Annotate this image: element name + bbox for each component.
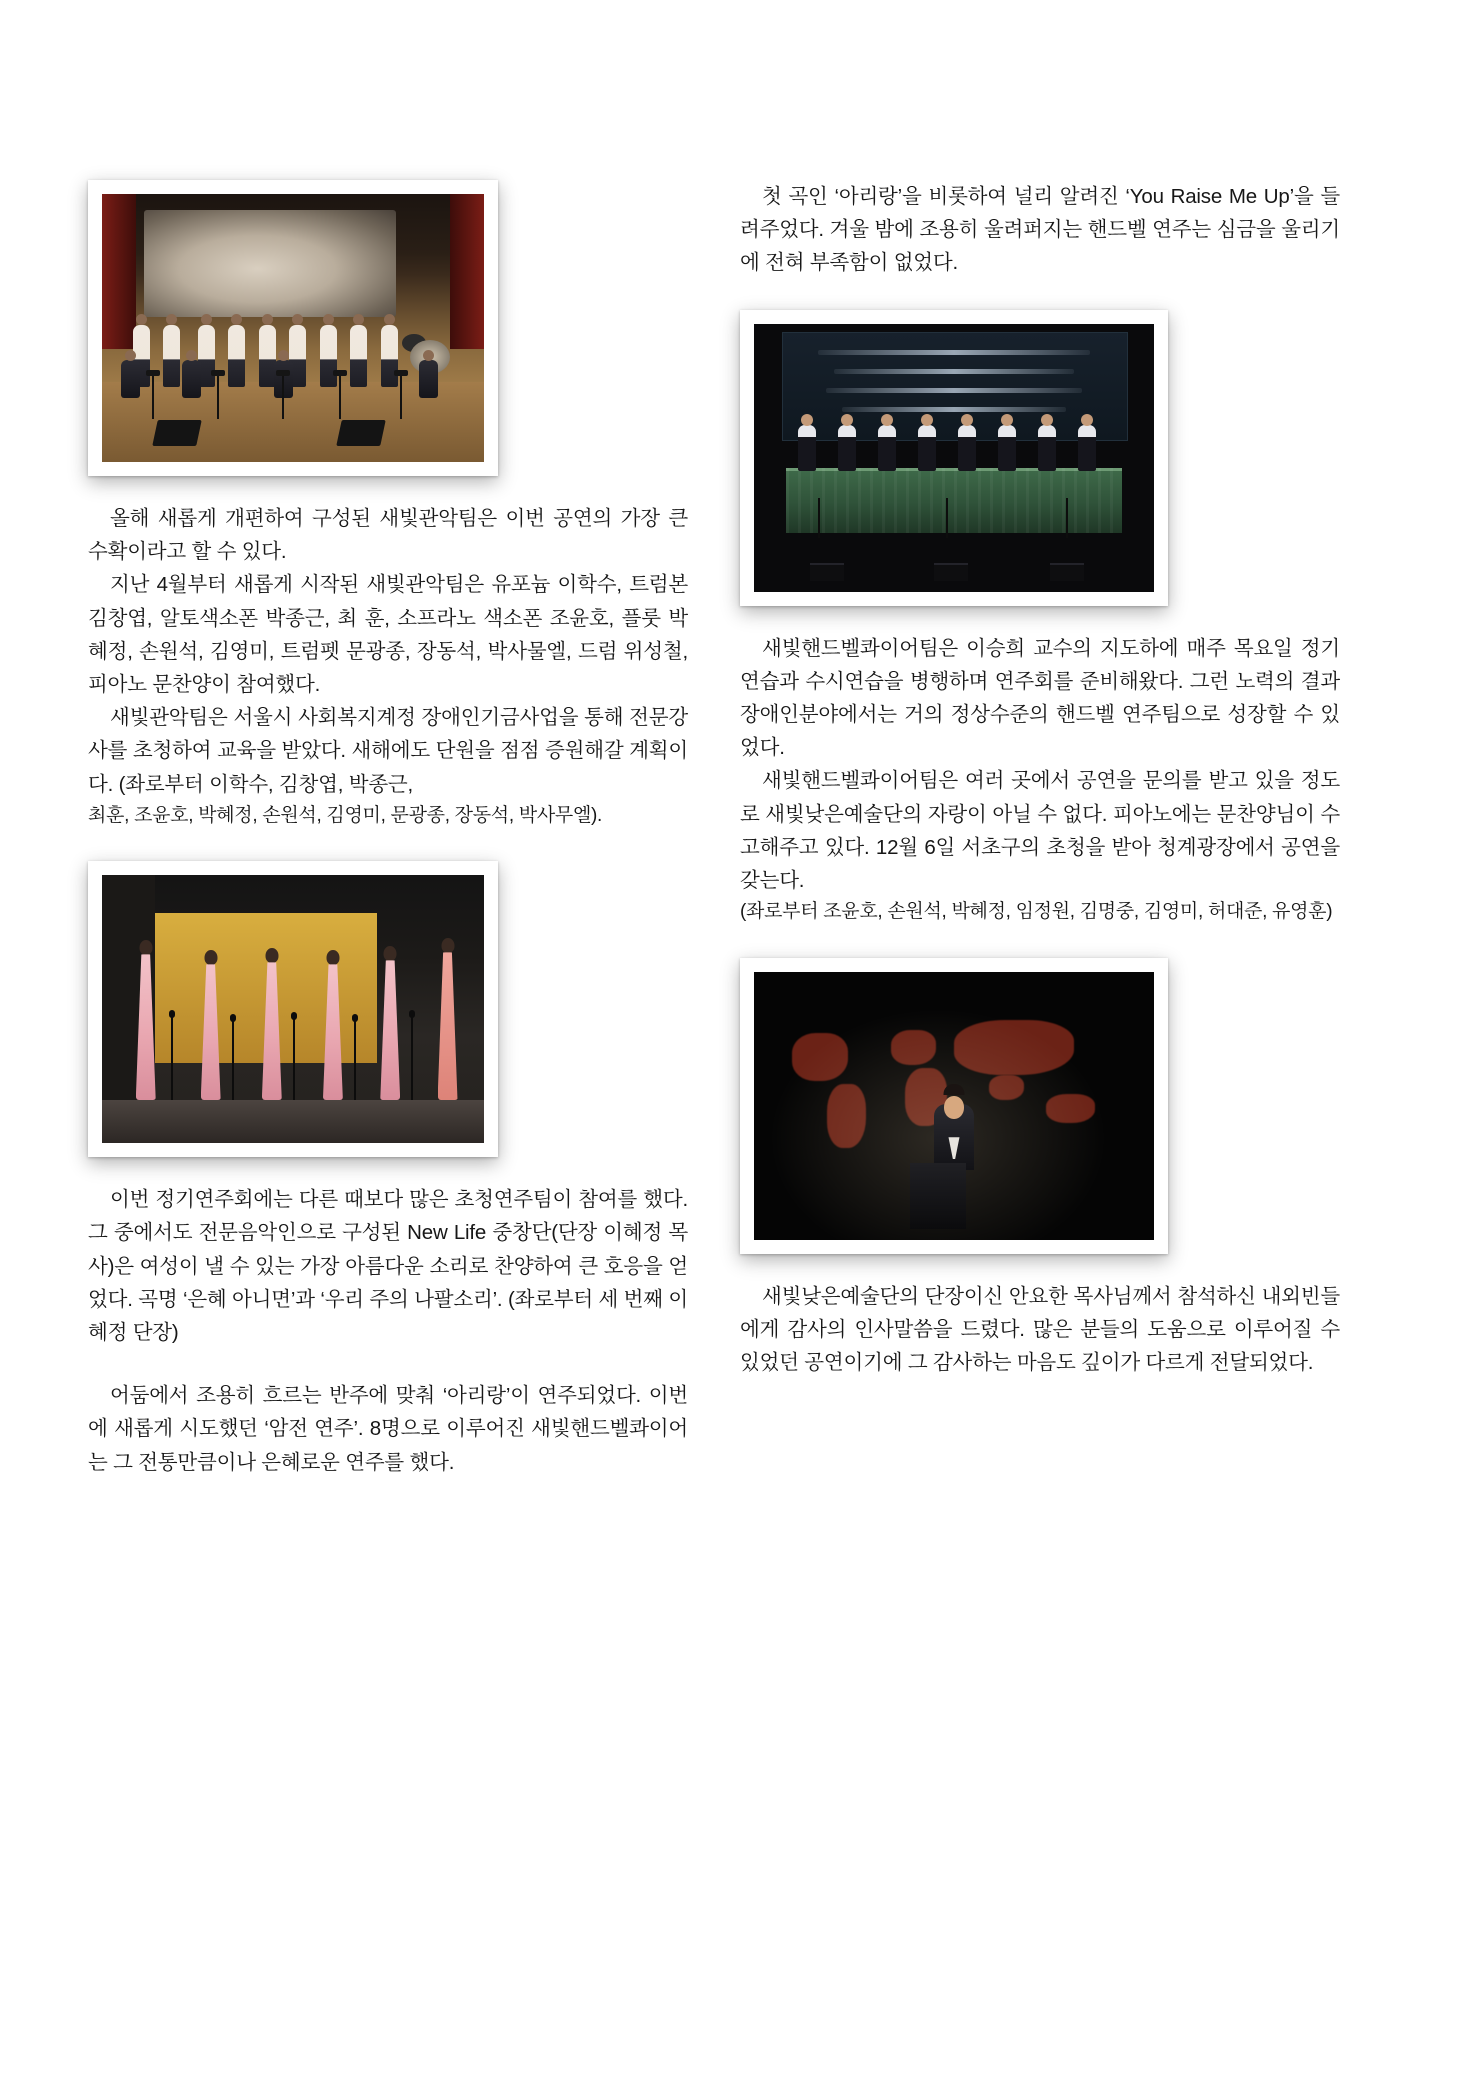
left-paragraph-1: 올해 새롭게 개편하여 구성된 새빛관악팀은 이번 공연의 가장 큰 수확이라고 할 수 있다.: [88, 507, 688, 564]
photo-frame-speech: [740, 958, 1168, 1254]
photo-frame-band: [88, 180, 498, 476]
left-paragraph-4: 이번 정기연주회에는 다른 때보다 많은 초청연주팀이 참여를 했다. 그 중에서도 전문음악인으로 구성된 New Life 중창단(단장 이혜정 목사)은 여성이 낼 수 있는 가장 아름다운 소리로 찬양하여 큰 호응을 얻었다. 곡명 ‘은혜 아니면’과 ‘우리 주의 나팔소리’. (좌로부터 세 번째 이혜정 단장): [88, 1188, 688, 1345]
left-paragraph-5: 어둠에서 조용히 흐르는 반주에 맞춰 ‘아리랑’이 연주되었다. 이번에 새롭게 시도했던 ‘암전 연주’. 8명으로 이루어진 새빛핸드벨콰이어는 그 전통만큼이나 은혜로운 연주를 했다.: [88, 1384, 688, 1474]
right-photo-caption-1: (좌로부터 조윤호, 손원석, 박혜정, 임정원, 김명중, 김영미, 허대준, 유영훈): [740, 901, 1333, 923]
left-paragraph-2: 지난 4월부터 새롭게 시작된 새빛관악팀은 유포늄 이학수, 트럼본 김창엽, 알토색소폰 박종근, 최 훈, 소프라노 색소폰 조윤호, 플룻 박혜정, 손원석, 김영미, 트럼펫 문광종, 장동석, 박사물엘, 드럼 위성철, 피아노 문찬양이 참여했다.: [88, 573, 688, 697]
left-column: [88, 180, 688, 1479]
right-paragraph-1: 첫 곡인 ‘아리랑’을 비롯하여 널리 알려진 ‘You Raise Me Up’을 들려주었다. 겨울 밤에 조용히 울려퍼지는 핸드벨 연주는 심금을 울리기에 전혀 부족함이 없었다.: [740, 185, 1340, 275]
new-life-womens-choir-photo: [102, 875, 484, 1143]
right-column: [740, 180, 1340, 1379]
left-photo-caption-1: 최훈, 조윤호, 박혜정, 손원석, 김영미, 문광종, 장동석, 박사무엘).: [88, 804, 603, 826]
photo-frame-handbell: [740, 310, 1168, 606]
photo-frame-choir: [88, 861, 498, 1157]
right-paragraph-3: 새빛핸드벨콰이어팀은 여러 곳에서 공연을 문의를 받고 있을 정도로 새빛낮은예술단의 자랑이 아닐 수 없다. 피아노에는 문찬양님이 수고해주고 있다. 12월 6일 서초구의 초청을 받아 청계광장에서 공연을 갖는다.: [740, 769, 1340, 893]
right-paragraph-4: 새빛낮은예술단의 단장이신 안요한 목사님께서 참석하신 내외빈들에게 감사의 인사말씀을 드렸다. 많은 분들의 도움으로 이루어질 수 있었던 공연이기에 그 감사하는 마음도 깊이가 다르게 전달되었다.: [740, 1284, 1340, 1375]
saebit-handbell-choir-photo: [754, 324, 1154, 592]
saebit-wind-orchestra-photo: [102, 194, 484, 462]
right-paragraph-2: 새빛핸드벨콰이어팀은 이승희 교수의 지도하에 매주 목요일 정기연습과 수시연습을 병행하며 연주회를 준비해왔다. 그런 노력의 결과 장애인분야에서는 거의 정상수준의 핸드벨 연주팀으로 성장할 수 있었다.: [740, 636, 1340, 760]
director-greeting-photo: [754, 972, 1154, 1240]
left-paragraph-3: 새빛관악팀은 서울시 사회복지계정 장애인기금사업을 통해 전문강사를 초청하여 교육을 받았다. 새해에도 단원을 점점 증원해갈 계획이다. (좌로부터 이학수, 김창엽, 박종근,: [88, 706, 688, 796]
